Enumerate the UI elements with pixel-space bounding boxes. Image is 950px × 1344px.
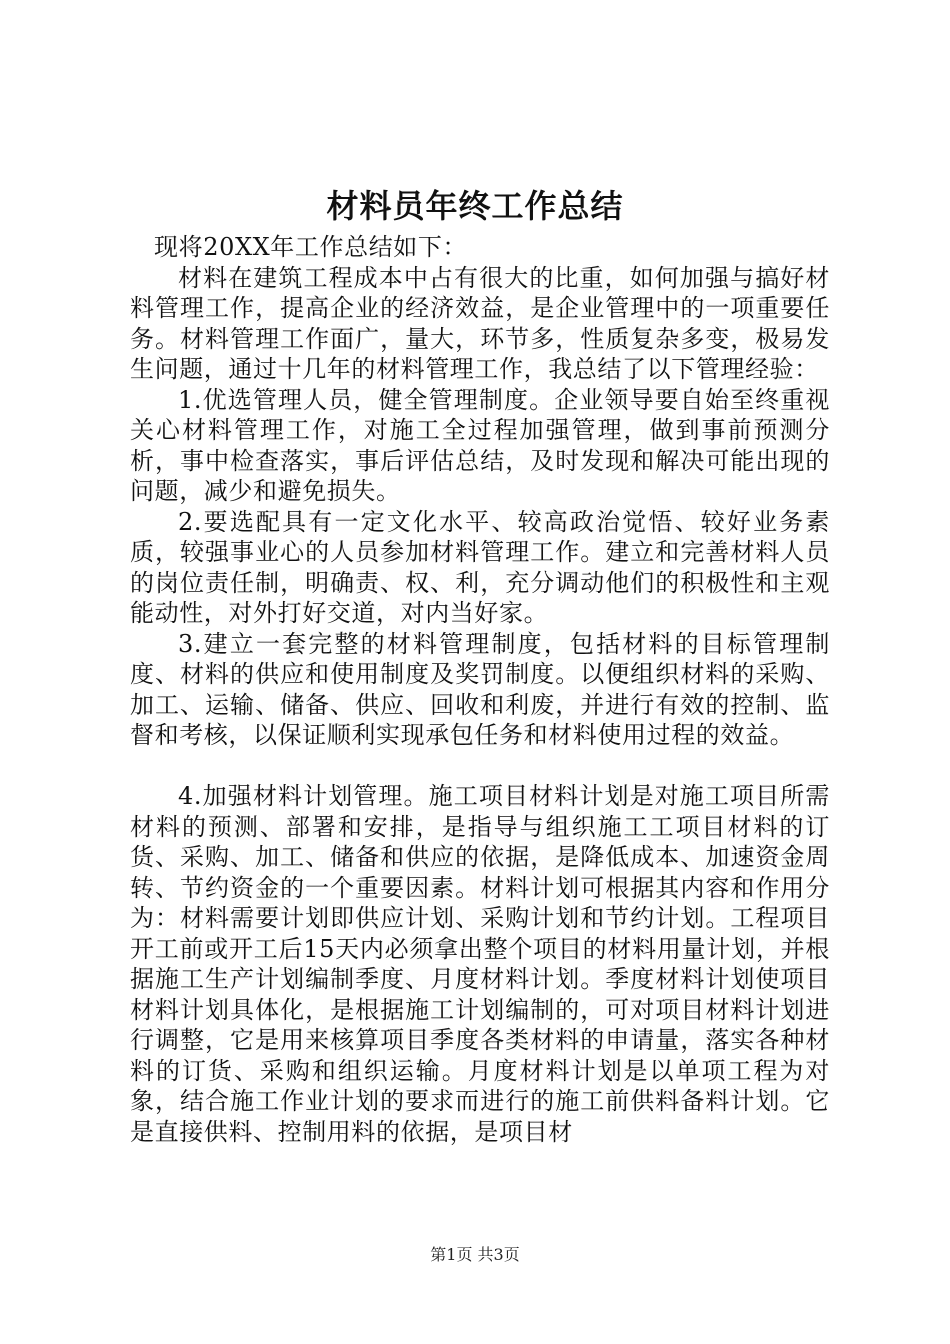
document-body bbox=[130, 232, 830, 1147]
document-title: 材料员年终工作总结 bbox=[326, 187, 624, 225]
body-paragraph-point-2: 2.要选配具有一定文化水平、较高政治觉悟、较好业务素质，较强事业心的人员参加材料管理工作。建立和完善材料人员的岗位责任制，明确责、权、利，充分调动他们的积极性和主观能动性，对外打好交道，对内当好家。 bbox=[130, 507, 830, 627]
page-footer: 第1页 共3页 bbox=[430, 1245, 520, 1264]
paragraph-spacer bbox=[130, 751, 830, 782]
body-paragraph-point-3: 3.建立一套完整的材料管理制度，包括材料的目标管理制度、材料的供应和使用制度及奖罚制度。以便组织材料的采购、加工、运输、储备、供应、回收和利废，并进行有效的控制、监督和考核，以保证顺利实现承包任务和材料使用过程的效益。 bbox=[130, 629, 830, 749]
intro-paragraph: 现将20XX年工作总结如下： bbox=[154, 233, 468, 261]
body-paragraph-point-4: 4.加强材料计划管理。施工项目材料计划是对施工项目所需材料的预测、部署和安排，是指导与组织施工工项目材料的订货、采购、加工、储备和供应的依据，是降低成本、加速资金周转、节约资金的一个重要因素。材料计划可根据其内容和作用分为：材料需要计划即供应计划、采购计划和节约计划。工程项目开工前或开工后15天内必须拿出整个项目的材料用量计划，并根据施工生产计划编制季度、月度材料计划。季度材料计划使项目材料计划具体化，是根据施工计划编制的，可对项目材料计划进行调整，它是用来核算项目季度各类材料的申请量，落实各种材料的订货、采购和组织运输。月度材料计划是以单项工程为对象，结合施工作业计划的要求而进行的施工前供料备料计划。它是直接供料、控制用料的依据，是项目材 bbox=[130, 782, 830, 1146]
body-paragraph-point-1: 1.优选管理人员，健全管理制度。企业领导要自始至终重视关心材料管理工作，对施工全过程加强管理，做到事前预测分析，事中检查落实，事后评估总结，及时发现和解决可能出现的问题，减少和避免损失。 bbox=[130, 385, 830, 505]
body-paragraph-overview: 材料在建筑工程成本中占有很大的比重，如何加强与搞好材料管理工作，提高企业的经济效益，是企业管理中的一项重要任务。材料管理工作面广，量大，环节多，性质复杂多变，极易发生问题，通过十几年的材料管理工作，我总结了以下管理经验： bbox=[130, 263, 830, 383]
